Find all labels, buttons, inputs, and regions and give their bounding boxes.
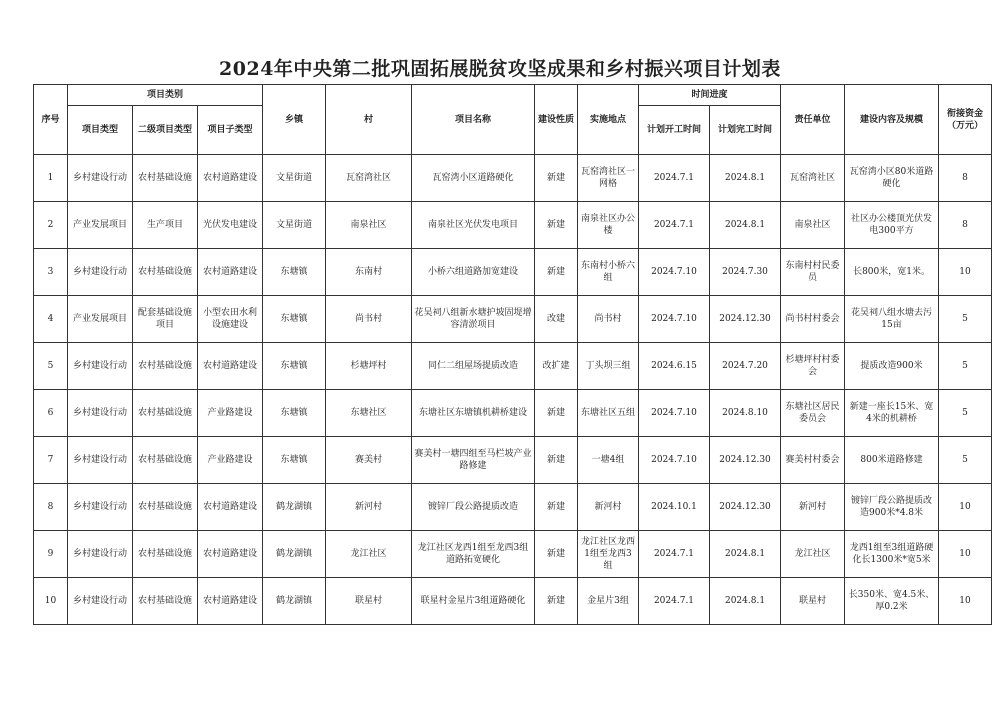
cell-second: 农村基础设施 — [133, 249, 198, 296]
cell-nature: 新建 — [535, 484, 578, 531]
cell-location: 东塘社区五组 — [578, 390, 639, 437]
cell-type: 产业发展项目 — [68, 202, 133, 249]
cell-seq: 7 — [34, 437, 68, 484]
project-plan-table — [33, 84, 992, 625]
cell-town: 东塘镇 — [263, 296, 326, 343]
cell-location: 南泉社区办公楼 — [578, 202, 639, 249]
cell-nature: 改建 — [535, 296, 578, 343]
cell-end: 2024.8.10 — [710, 390, 781, 437]
cell-seq: 6 — [34, 390, 68, 437]
cell-nature: 新建 — [535, 155, 578, 202]
cell-name: 东塘社区东塘镇机耕桥建设 — [412, 390, 535, 437]
cell-start: 2024.7.10 — [639, 437, 710, 484]
cell-start: 2024.7.1 — [639, 578, 710, 625]
cell-unit: 南泉社区 — [781, 202, 845, 249]
cell-location: 丁头坝三组 — [578, 343, 639, 390]
cell-second: 生产项目 — [133, 202, 198, 249]
cell-end: 2024.8.1 — [710, 578, 781, 625]
cell-name: 联星村金星片3组道路硬化 — [412, 578, 535, 625]
cell-unit: 赛美村村委会 — [781, 437, 845, 484]
cell-content: 花吴祠八组水塘去污15亩 — [845, 296, 939, 343]
cell-nature: 新建 — [535, 390, 578, 437]
cell-type: 乡村建设行动 — [68, 249, 133, 296]
cell-fund: 5 — [939, 343, 992, 390]
cell-start: 2024.7.10 — [639, 390, 710, 437]
cell-name: 龙江社区龙西1组至龙西3组道路拓宽硬化 — [412, 531, 535, 578]
cell-village: 东塘社区 — [326, 390, 412, 437]
cell-town: 文星街道 — [263, 155, 326, 202]
cell-unit: 杉塘坪村村委会 — [781, 343, 845, 390]
table-row — [34, 249, 992, 296]
cell-sub: 光伏发电建设 — [198, 202, 263, 249]
cell-name: 赛美村一塘四组至马栏坡产业路修建 — [412, 437, 535, 484]
document-title: 2024年中央第二批巩固拓展脱贫攻坚成果和乡村振兴项目计划表 — [219, 58, 781, 80]
cell-village: 杉塘坪村 — [326, 343, 412, 390]
cell-start: 2024.7.1 — [639, 202, 710, 249]
cell-nature: 新建 — [535, 202, 578, 249]
cell-end: 2024.7.30 — [710, 249, 781, 296]
cell-type: 乡村建设行动 — [68, 578, 133, 625]
cell-village: 尚书村 — [326, 296, 412, 343]
table-row — [34, 202, 992, 249]
cell-town: 东塘镇 — [263, 343, 326, 390]
cell-fund: 10 — [939, 484, 992, 531]
cell-fund: 10 — [939, 249, 992, 296]
cell-unit: 瓦窑湾社区 — [781, 155, 845, 202]
cell-unit: 新河村 — [781, 484, 845, 531]
cell-location: 金星片3组 — [578, 578, 639, 625]
cell-start: 2024.7.10 — [639, 249, 710, 296]
header-unit: 责任单位 — [781, 85, 845, 155]
cell-sub: 农村道路建设 — [198, 155, 263, 202]
cell-fund: 5 — [939, 437, 992, 484]
cell-unit: 龙江社区 — [781, 531, 845, 578]
header-start: 计划开工时间 — [639, 106, 710, 155]
cell-fund: 8 — [939, 155, 992, 202]
cell-content: 800米道路修建 — [845, 437, 939, 484]
cell-type: 乡村建设行动 — [68, 390, 133, 437]
cell-village: 新河村 — [326, 484, 412, 531]
cell-unit: 东南村村民委员 — [781, 249, 845, 296]
cell-start: 2024.10.1 — [639, 484, 710, 531]
cell-end: 2024.12.30 — [710, 296, 781, 343]
cell-seq: 1 — [34, 155, 68, 202]
cell-seq: 4 — [34, 296, 68, 343]
cell-type: 产业发展项目 — [68, 296, 133, 343]
cell-second: 配套基础设施项目 — [133, 296, 198, 343]
cell-end: 2024.8.1 — [710, 531, 781, 578]
cell-content: 社区办公楼顶光伏发电300平方 — [845, 202, 939, 249]
cell-village: 东南村 — [326, 249, 412, 296]
cell-name: 花吴祠八组新水塘护坡固堤增容清淤项目 — [412, 296, 535, 343]
cell-town: 东塘镇 — [263, 390, 326, 437]
cell-content: 提质改造900米 — [845, 343, 939, 390]
cell-seq: 5 — [34, 343, 68, 390]
cell-town: 鹤龙湖镇 — [263, 578, 326, 625]
cell-start: 2024.7.1 — [639, 155, 710, 202]
header-type: 项目类型 — [68, 106, 133, 155]
cell-name: 南泉社区光伏发电项目 — [412, 202, 535, 249]
cell-second: 农村基础设施 — [133, 155, 198, 202]
cell-seq: 9 — [34, 531, 68, 578]
cell-content: 镀锌厂段公路提质改造900米*4.8米 — [845, 484, 939, 531]
cell-type: 乡村建设行动 — [68, 343, 133, 390]
cell-name: 瓦窑湾小区道路硬化 — [412, 155, 535, 202]
cell-town: 东塘镇 — [263, 437, 326, 484]
cell-sub: 产业路建设 — [198, 390, 263, 437]
header-end: 计划完工时间 — [710, 106, 781, 155]
cell-start: 2024.6.15 — [639, 343, 710, 390]
table-row — [34, 484, 992, 531]
cell-seq: 3 — [34, 249, 68, 296]
table-row — [34, 343, 992, 390]
cell-village: 联星村 — [326, 578, 412, 625]
cell-fund: 8 — [939, 202, 992, 249]
cell-end: 2024.8.1 — [710, 202, 781, 249]
header-second-type: 二级项目类型 — [133, 106, 198, 155]
cell-seq: 2 — [34, 202, 68, 249]
cell-nature: 新建 — [535, 531, 578, 578]
cell-sub: 产业路建设 — [198, 437, 263, 484]
cell-village: 龙江社区 — [326, 531, 412, 578]
cell-location: 尚书村 — [578, 296, 639, 343]
cell-nature: 新建 — [535, 249, 578, 296]
table-row — [34, 155, 992, 202]
cell-town: 文星街道 — [263, 202, 326, 249]
cell-nature: 改扩建 — [535, 343, 578, 390]
cell-location: 瓦窑湾社区一网格 — [578, 155, 639, 202]
cell-sub: 农村道路建设 — [198, 578, 263, 625]
header-project-name: 项目名称 — [412, 85, 535, 155]
cell-sub: 农村道路建设 — [198, 531, 263, 578]
cell-sub: 小型农田水利设施建设 — [198, 296, 263, 343]
cell-second: 农村基础设施 — [133, 531, 198, 578]
cell-second: 农村基础设施 — [133, 343, 198, 390]
cell-content: 龙西1组至3组道路硬化长1300米*宽5米 — [845, 531, 939, 578]
header-content: 建设内容及规模 — [845, 85, 939, 155]
header-category: 项目类别 — [68, 85, 263, 106]
cell-unit: 联星村 — [781, 578, 845, 625]
cell-nature: 新建 — [535, 578, 578, 625]
cell-end: 2024.12.30 — [710, 484, 781, 531]
cell-second: 农村基础设施 — [133, 390, 198, 437]
cell-end: 2024.8.1 — [710, 155, 781, 202]
cell-nature: 新建 — [535, 437, 578, 484]
cell-town: 鹤龙湖镇 — [263, 531, 326, 578]
cell-seq: 10 — [34, 578, 68, 625]
table-body — [34, 155, 992, 625]
cell-fund: 5 — [939, 296, 992, 343]
header-nature: 建设性质 — [535, 85, 578, 155]
cell-name: 小桥六组道路加宽建设 — [412, 249, 535, 296]
cell-location: 龙江社区龙西1组至龙西3组 — [578, 531, 639, 578]
table-row — [34, 578, 992, 625]
cell-name: 镀锌厂段公路提质改造 — [412, 484, 535, 531]
cell-start: 2024.7.10 — [639, 296, 710, 343]
cell-end: 2024.12.30 — [710, 437, 781, 484]
header-seq: 序号 — [34, 85, 68, 155]
cell-start: 2024.7.1 — [639, 531, 710, 578]
header-town: 乡镇 — [263, 85, 326, 155]
cell-location: 东南村小桥六组 — [578, 249, 639, 296]
cell-second: 农村基础设施 — [133, 484, 198, 531]
cell-second: 农村基础设施 — [133, 437, 198, 484]
cell-end: 2024.7.20 — [710, 343, 781, 390]
header-village: 村 — [326, 85, 412, 155]
cell-seq: 8 — [34, 484, 68, 531]
cell-second: 农村基础设施 — [133, 578, 198, 625]
cell-village: 瓦窑湾社区 — [326, 155, 412, 202]
table-row — [34, 390, 992, 437]
cell-content: 瓦窑湾小区80米道路硬化 — [845, 155, 939, 202]
cell-type: 乡村建设行动 — [68, 155, 133, 202]
cell-type: 乡村建设行动 — [68, 437, 133, 484]
cell-fund: 10 — [939, 578, 992, 625]
table-row — [34, 296, 992, 343]
cell-unit: 尚书村村委会 — [781, 296, 845, 343]
cell-unit: 东塘社区居民委员会 — [781, 390, 845, 437]
table-row — [34, 531, 992, 578]
table-row — [34, 437, 992, 484]
cell-sub: 农村道路建设 — [198, 343, 263, 390]
header-sub-type: 项目子类型 — [198, 106, 263, 155]
cell-name: 同仁二组屋场提质改造 — [412, 343, 535, 390]
cell-sub: 农村道路建设 — [198, 249, 263, 296]
cell-town: 东塘镇 — [263, 249, 326, 296]
cell-content: 新建一座长15米、宽4米的机耕桥 — [845, 390, 939, 437]
cell-village: 赛美村 — [326, 437, 412, 484]
cell-type: 乡村建设行动 — [68, 484, 133, 531]
cell-town: 鹤龙湖镇 — [263, 484, 326, 531]
cell-fund: 5 — [939, 390, 992, 437]
cell-type: 乡村建设行动 — [68, 531, 133, 578]
cell-content: 长350米、宽4.5米、厚0.2米 — [845, 578, 939, 625]
cell-fund: 10 — [939, 531, 992, 578]
header-progress: 时间进度 — [639, 85, 781, 106]
cell-village: 南泉社区 — [326, 202, 412, 249]
header-fund: 衔接资金（万元） — [939, 85, 992, 155]
cell-sub: 农村道路建设 — [198, 484, 263, 531]
cell-location: 一塘4组 — [578, 437, 639, 484]
cell-location: 新河村 — [578, 484, 639, 531]
header-location: 实施地点 — [578, 85, 639, 155]
cell-content: 长800米，宽1米。 — [845, 249, 939, 296]
